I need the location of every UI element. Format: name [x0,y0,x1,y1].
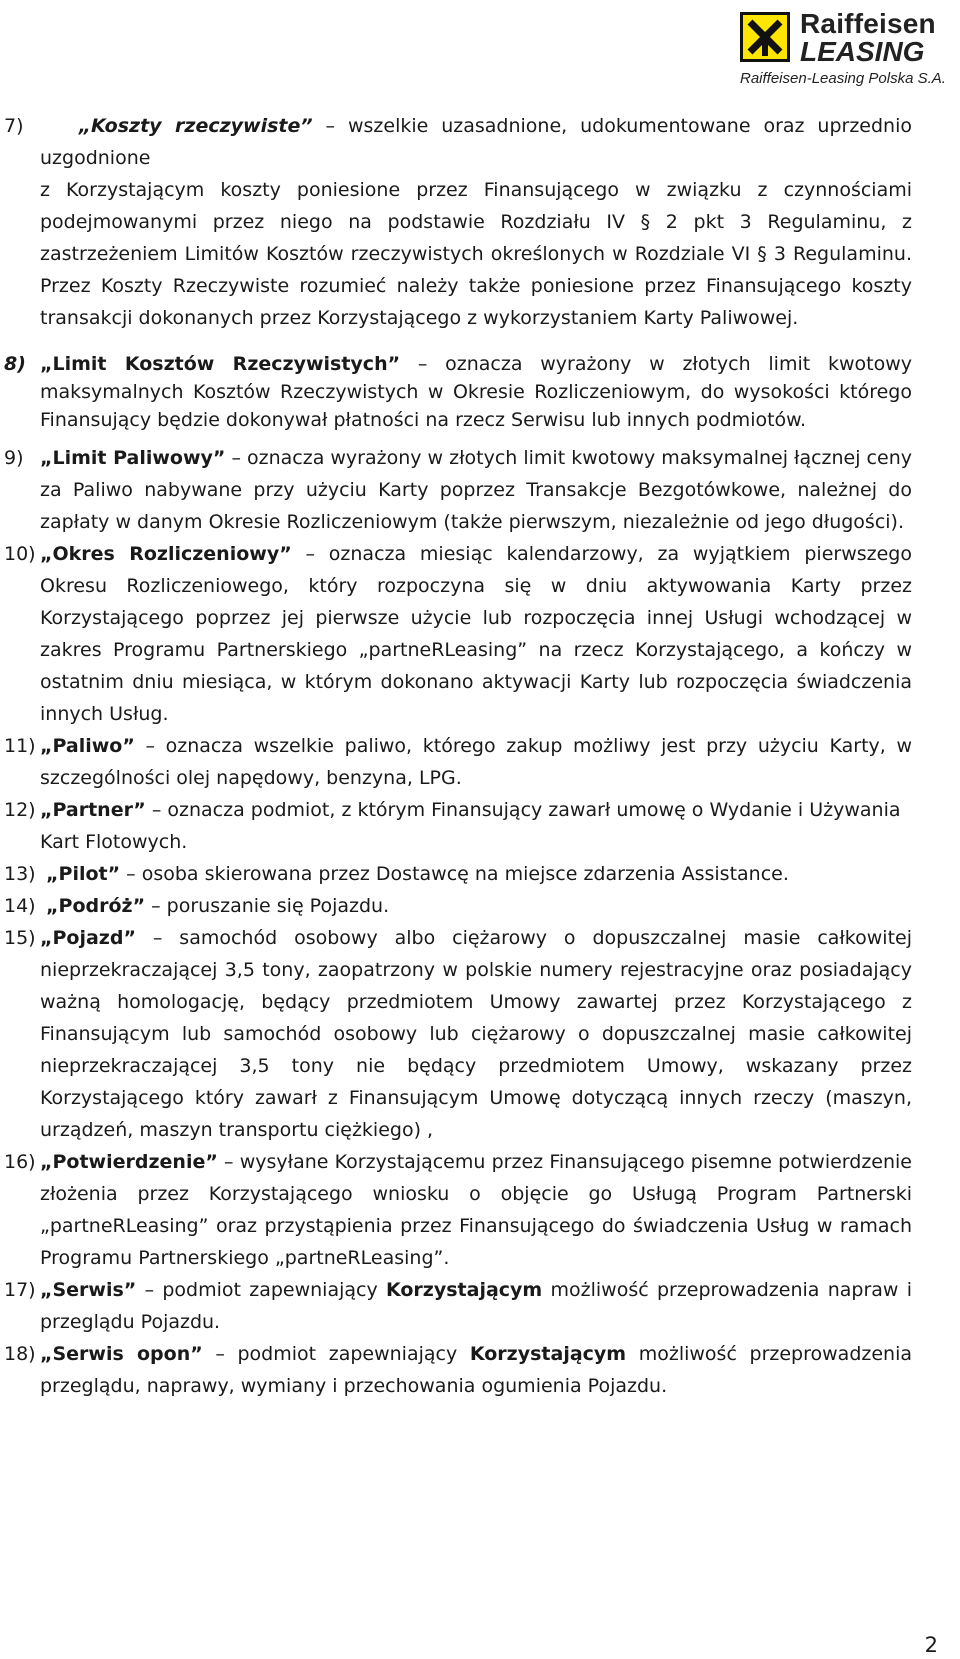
item-term: „Okres Rozliczeniowy” [40,543,292,565]
item-term: „Limit Kosztów Rzeczywistych” [40,353,401,375]
item-number: 10) [4,543,36,565]
definition-item-14 [0,890,960,922]
definition-item-18 [0,1338,960,1402]
item-number: 7) [4,115,24,137]
item-term: „Serwis” [40,1279,137,1301]
definition-item-9 [0,442,960,538]
raiffeisen-leasing-logo [740,10,950,90]
definition-item-8 [0,350,960,434]
item-term: „Potwierdzenie” [40,1151,218,1173]
item-term: „Koszty rzeczywiste” [78,115,313,137]
logo-company: Raiffeisen-Leasing Polska S.A. [740,70,946,87]
item-term: „Podróż” [46,895,146,917]
item-number: 9) [4,447,24,469]
item-term: „Pilot” [46,863,121,885]
item-term: „Serwis opon” [40,1343,203,1365]
definitions-list [0,110,960,1402]
item-text: – podmiot zapewniający Korzystającym możliwość przeprowadzenia napraw i przeglądu Pojazdu. [40,1279,912,1333]
item-number: 15) [4,927,36,949]
item-body [40,794,912,858]
item-body [40,1338,912,1402]
definition-item-17 [0,1274,960,1338]
item-number: 17) [4,1279,36,1301]
item-text: – oznacza wyrażony w złotych limit kwotowy maksymalnej łącznej ceny za Paliwo nabywane przy użyciu Karty poprzez Transakcje Bezgotówkowe, należnej do zapłaty w danym Okresie Rozliczeniowym (także pierwszym, niezależnie od jego długości). [40,447,912,533]
item-text: – wysyłane Korzystającemu przez Finansującego pisemne potwierdzenie złożenia przez Korzystającego wniosku o objęcie go Usługą Program Partnerski „partneRLeasing” oraz przystąpienia przez Finansującego do świadczenia Usług w ramach Programu Partnerskiego „partneRLeasing”. [40,1151,912,1269]
item-text: – samochód osobowy albo ciężarowy o dopuszczalnej masie całkowitej nieprzekraczającej 3,5 tony, zaopatrzony w polskie numery rejestracyjne oraz posiadający ważną homologację, będący przedmiotem Umowy zawartej przez Korzystającego z Finansującym lub samochód osobowy lub ciężarowy o dopuszczalnej masie całkowitej nieprzekraczającej 3,5 tony nie będący przedmiotem Umowy, wskazany przez Korzystającego który zawarł z Finansującym Umowę dotyczącą innych rzeczy (maszyn, urządzeń, maszyn transportu ciężkiego) , [40,927,912,1141]
logo-line2: LEASING [800,36,925,67]
page-number: 2 [924,1633,938,1657]
item-body [40,890,912,922]
item-text: – oznacza podmiot, z którym Finansujący zawarł umowę o Wydanie i Używania Kart Flotowych. [40,799,901,853]
item-body [40,442,912,538]
item-text: – oznacza wszelkie paliwo, którego zakup możliwy jest przy użyciu Karty, w szczególności olej napędowy, benzyna, LPG. [40,735,912,789]
item-text: – oznacza wyrażony w złotych limit kwotowy maksymalnych Kosztów Rzeczywistych w Okresie Rozliczeniowym, do wysokości którego Finansujący będzie dokonywał płatności na rzecz Serwisu lub innych podmiotów. [40,353,912,431]
definition-item-16 [0,1146,960,1274]
definition-item-7 [0,110,960,334]
item-text: – oznacza miesiąc kalendarzowy, za wyjątkiem pierwszego Okresu Rozliczeniowego, który rozpoczyna się w dniu aktywowania Karty przez Korzystającego poprzez jej pierwsze użycie lub rozpoczęcia innej Usługi wchodzącej w zakres Programu Partnerskiego „partneRLeasing” na rzecz Korzystającego, a kończy w ostatnim dniu miesiąca, w którym dokonano aktywacji Karty lub rozpoczęcia świadczenia innych Usług. [40,543,912,725]
item-number: 16) [4,1151,36,1173]
item-term: „Limit Paliwowy” [40,447,226,469]
definition-item-12 [0,794,960,858]
item-body [40,1274,912,1338]
item-text: – poruszanie się Pojazdu. [145,895,390,917]
item-body [40,538,912,730]
item-term: „Pojazd” [40,927,136,949]
definition-item-10 [0,538,960,730]
raiffeisen-cross-icon [740,12,790,62]
item-text: – wszelkie uzasadnione, udokumentowane oraz uprzednio uzgodnione z Korzystającym koszty poniesione przez Finansującego w związku z czynnościami podejmowanymi przez niego na podstawie Rozdziału IV § 2 pkt 3 Regulaminu, z zastrzeżeniem Limitów Kosztów rzeczywistych określonych w Rozdziale VI § 3 Regulaminu. Przez Koszty Rzeczywiste rozumieć należy także poniesione przez Finansującego koszty transakcji dokonanych przez Korzystającego z wykorzystaniem Karty Paliwowej. [40,115,912,329]
item-number: 11) [4,735,36,757]
item-text: – podmiot zapewniający Korzystającym możliwość przeprowadzenia przeglądu, naprawy, wymiany i przechowania ogumienia Pojazdu. [40,1343,913,1397]
definition-item-11 [0,730,960,794]
item-body [40,350,912,434]
item-number: 12) [4,799,36,821]
item-body [40,730,912,794]
item-number: 18) [4,1343,36,1365]
definition-item-13 [0,858,960,890]
item-body [40,110,912,334]
item-number: 8) [4,353,26,375]
item-text: – osoba skierowana przez Dostawcę na miejsce zdarzenia Assistance. [120,863,789,885]
item-number: 13) [4,863,36,885]
item-term: „Partner” [40,799,146,821]
definition-item-15 [0,922,960,1146]
item-term: „Paliwo” [40,735,135,757]
item-body [40,858,912,890]
item-body [40,1146,912,1274]
item-number: 14) [4,895,36,917]
logo-line1: Raiffeisen [800,8,936,39]
item-body [40,922,912,1146]
